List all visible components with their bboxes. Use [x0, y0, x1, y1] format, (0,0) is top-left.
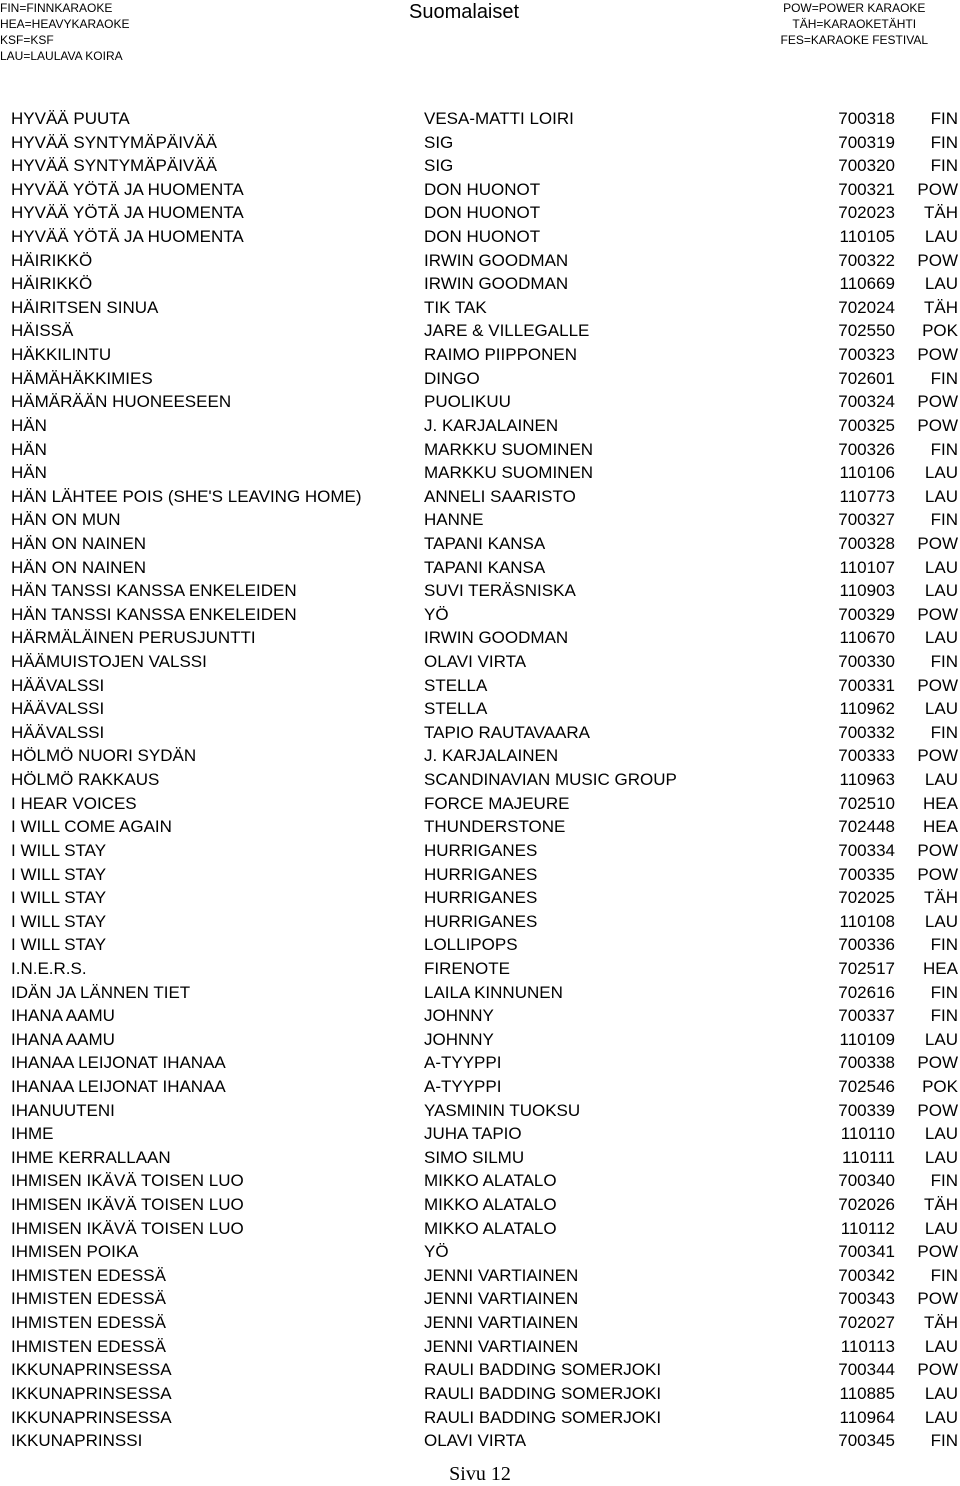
- table-row: [0, 1312, 960, 1336]
- table-row: [0, 934, 960, 958]
- artist-name: YASMININ TUOKSU: [424, 1100, 581, 1120]
- table-row: [0, 250, 960, 274]
- artist-name: MIKKO ALATALO: [424, 1195, 557, 1215]
- artist-name: YÖ: [424, 1242, 449, 1262]
- song-code: 702448: [838, 817, 895, 837]
- brand-code: FIN: [930, 109, 958, 128]
- artist-name: SIG: [424, 156, 454, 176]
- brand-legend-right: [781, 0, 929, 48]
- brand-code: LAU: [924, 1336, 958, 1356]
- song-title: IDÄN JA LÄNNEN TIET: [11, 982, 191, 1002]
- song-title: IKKUNAPRINSESSA: [11, 1383, 172, 1403]
- song-code: 700334: [838, 840, 895, 860]
- song-title: HÄIRIKKÖ: [11, 274, 93, 294]
- artist-name: TIK TAK: [424, 297, 487, 317]
- artist-name: TAPIO RAUTAVAARA: [424, 722, 590, 742]
- table-row: [0, 179, 960, 203]
- song-title: IHMISEN IKÄVÄ TOISEN LUO: [11, 1218, 244, 1238]
- brand-code: LAU: [924, 699, 958, 719]
- song-title: IKKUNAPRINSSI: [11, 1431, 143, 1451]
- song-code: 700329: [838, 604, 895, 624]
- table-row: [0, 1407, 960, 1431]
- brand-code: FIN: [930, 368, 958, 388]
- artist-name: DINGO: [424, 368, 480, 388]
- brand-code: FIN: [930, 510, 958, 530]
- table-row: [0, 816, 960, 840]
- table-row: [0, 1265, 960, 1289]
- artist-name: IRWIN GOODMAN: [424, 250, 569, 270]
- song-code: 700321: [838, 179, 895, 199]
- song-title: HYVÄÄ SYNTYMÄPÄIVÄÄ: [11, 132, 217, 152]
- song-title: I HEAR VOICES: [11, 793, 137, 813]
- table-row: [0, 1241, 960, 1265]
- table-row: [0, 1005, 960, 1029]
- table-row: [0, 1383, 960, 1407]
- song-code: 110111: [842, 1147, 895, 1167]
- table-row: [0, 1147, 960, 1171]
- song-title: IKKUNAPRINSESSA: [11, 1360, 172, 1380]
- song-title: HÄN ON NAINEN: [11, 533, 147, 553]
- brand-code: POW: [917, 179, 958, 199]
- artist-name: SIG: [424, 132, 454, 152]
- brand-code: LAU: [924, 628, 958, 648]
- artist-name: JUHA TAPIO: [424, 1124, 522, 1144]
- artist-name: A-TYYPPI: [424, 1053, 502, 1073]
- artist-name: JENNI VARTIAINEN: [424, 1289, 579, 1309]
- song-title: HYVÄÄ PUUTA: [11, 109, 130, 128]
- table-row: [0, 1076, 960, 1100]
- song-code: 700339: [838, 1100, 895, 1120]
- song-code: 702024: [838, 297, 895, 317]
- song-title: HÄRMÄLÄINEN PERUSJUNTTI: [11, 628, 256, 648]
- artist-name: MARKKU SUOMINEN: [424, 439, 594, 459]
- song-title: I WILL STAY: [11, 935, 107, 955]
- song-code: 702025: [838, 888, 895, 908]
- artist-name: SUVI TERÄSNISKA: [424, 581, 576, 601]
- legend-entry: TÄH=KARAOKETÄHTI: [792, 17, 917, 31]
- song-code: 110885: [839, 1383, 895, 1403]
- song-code: 700333: [838, 746, 895, 766]
- artist-name: RAULI BADDING SOMERJOKI: [424, 1407, 662, 1427]
- song-code: 110669: [839, 274, 895, 294]
- brand-code: POK: [922, 321, 958, 341]
- table-row: [0, 1336, 960, 1360]
- song-title: HÄN ON MUN: [11, 510, 121, 530]
- song-code: 700341: [838, 1242, 895, 1262]
- brand-code: TÄH: [924, 888, 958, 908]
- song-code: 110105: [839, 227, 895, 247]
- artist-name: J. KARJALAINEN: [424, 746, 559, 766]
- legend-entry: FIN=FINNKARAOKE: [0, 1, 113, 15]
- artist-name: OLAVI VIRTA: [424, 1431, 527, 1451]
- table-row: [0, 273, 960, 297]
- song-code: 700335: [838, 864, 895, 884]
- brand-code: LAU: [924, 1383, 958, 1403]
- brand-code: FIN: [930, 982, 958, 1002]
- table-row: [0, 557, 960, 581]
- brand-code: LAU: [924, 1029, 958, 1049]
- brand-code: LAU: [924, 1407, 958, 1427]
- brand-code: FIN: [930, 1171, 958, 1191]
- song-title: I WILL STAY: [11, 864, 107, 884]
- artist-name: YÖ: [424, 604, 449, 624]
- table-row: [0, 1052, 960, 1076]
- table-row: [0, 651, 960, 675]
- song-code: 700322: [838, 250, 895, 270]
- song-title: HÄIRIKKÖ: [11, 250, 93, 270]
- table-row: [0, 698, 960, 722]
- song-title: I WILL STAY: [11, 840, 107, 860]
- table-row: [0, 887, 960, 911]
- table-row: [0, 982, 960, 1006]
- table-row: [0, 439, 960, 463]
- brand-code: LAU: [924, 463, 958, 483]
- song-title: HYVÄÄ SYNTYMÄPÄIVÄÄ: [11, 156, 217, 176]
- brand-code: LAU: [924, 274, 958, 294]
- brand-code: FIN: [930, 722, 958, 742]
- table-row: [0, 486, 960, 510]
- artist-name: TAPANI KANSA: [424, 533, 546, 553]
- song-title: HÄN TANSSI KANSSA ENKELEIDEN: [11, 604, 297, 624]
- song-code: 700318: [838, 109, 895, 128]
- song-title: IHMISTEN EDESSÄ: [11, 1336, 166, 1356]
- brand-code: POW: [917, 1289, 958, 1309]
- brand-code: LAU: [924, 557, 958, 577]
- brand-code: HEA: [923, 817, 958, 837]
- artist-name: DON HUONOT: [424, 203, 541, 223]
- table-row: [0, 911, 960, 935]
- table-row: [0, 1123, 960, 1147]
- brand-code: HEA: [923, 793, 958, 813]
- legend-entry: POW=POWER KARAOKE: [783, 1, 926, 15]
- table-row: [0, 722, 960, 746]
- artist-name: STELLA: [424, 675, 488, 695]
- legend-entry: HEA=HEAVYKARAOKE: [0, 17, 130, 31]
- song-title: IHMISTEN EDESSÄ: [11, 1313, 166, 1333]
- table-row: [0, 840, 960, 864]
- song-title: HÄN LÄHTEE POIS (SHE'S LEAVING HOME): [11, 486, 362, 506]
- artist-name: LAILA KINNUNEN: [424, 982, 563, 1002]
- song-code: 700326: [838, 439, 895, 459]
- page-number: Sivu 12: [449, 1463, 511, 1485]
- brand-code: FIN: [930, 935, 958, 955]
- artist-name: JARE & VILLEGALLE: [424, 321, 590, 341]
- song-title: HYVÄÄ YÖTÄ JA HUOMENTA: [11, 203, 244, 223]
- song-code: 110112: [840, 1218, 895, 1238]
- song-title: I WILL COME AGAIN: [11, 817, 172, 837]
- table-row: [0, 462, 960, 486]
- table-row: [0, 793, 960, 817]
- artist-name: HURRIGANES: [424, 864, 538, 884]
- song-code: 700338: [838, 1053, 895, 1073]
- artist-name: FORCE MAJEURE: [424, 793, 570, 813]
- legend-entry: KSF=KSF: [0, 33, 54, 47]
- table-row: [0, 627, 960, 651]
- song-title: I WILL STAY: [11, 888, 107, 908]
- song-code: 700345: [838, 1431, 895, 1451]
- table-row: [0, 391, 960, 415]
- table-row: [0, 580, 960, 604]
- brand-code: POW: [917, 1053, 958, 1073]
- brand-code: TÄH: [924, 1195, 958, 1215]
- legend-entry: LAU=LAULAVA KOIRA: [0, 49, 123, 63]
- brand-code: POW: [917, 604, 958, 624]
- brand-code: POW: [917, 250, 958, 270]
- table-row: [0, 1100, 960, 1124]
- brand-code: LAU: [924, 581, 958, 601]
- artist-name: LOLLIPOPS: [424, 935, 518, 955]
- table-row: [0, 415, 960, 439]
- legend-entry: FES=KARAOKE FESTIVAL: [780, 33, 928, 47]
- table-row: [0, 1029, 960, 1053]
- brand-code: FIN: [930, 652, 958, 672]
- song-code: 700336: [838, 935, 895, 955]
- table-row: [0, 509, 960, 533]
- song-title: HÄN ON NAINEN: [11, 557, 147, 577]
- song-code: 110109: [839, 1029, 895, 1049]
- song-code: 702550: [838, 321, 895, 341]
- artist-name: MARKKU SUOMINEN: [424, 463, 594, 483]
- artist-name: RAIMO PIIPPONEN: [424, 345, 578, 365]
- song-title: HÄIRITSEN SINUA: [11, 297, 159, 317]
- artist-name: JOHNNY: [424, 1006, 494, 1026]
- song-code: 700340: [838, 1171, 895, 1191]
- table-row: [0, 320, 960, 344]
- song-title: IHME: [11, 1124, 54, 1144]
- brand-code: POW: [917, 675, 958, 695]
- brand-code: POW: [917, 1360, 958, 1380]
- song-title: I WILL STAY: [11, 911, 107, 931]
- song-code: 700323: [838, 345, 895, 365]
- song-title: HÄÄVALSSI: [11, 722, 105, 742]
- brand-code: POK: [922, 1076, 958, 1096]
- song-code: 700331: [838, 675, 895, 695]
- song-code: 702026: [838, 1195, 895, 1215]
- brand-code: POW: [917, 864, 958, 884]
- table-row: [0, 155, 960, 179]
- song-code: 110670: [839, 628, 895, 648]
- artist-name: RAULI BADDING SOMERJOKI: [424, 1383, 662, 1403]
- song-title: HÄÄVALSSI: [11, 675, 105, 695]
- table-row: [0, 864, 960, 888]
- song-title: HÄÄMUISTOJEN VALSSI: [11, 652, 207, 672]
- brand-code: POW: [917, 746, 958, 766]
- song-code: 702546: [838, 1076, 895, 1096]
- song-code: 700328: [838, 533, 895, 553]
- brand-legend-left: [0, 0, 130, 64]
- artist-name: HURRIGANES: [424, 888, 538, 908]
- song-title: IHMISTEN EDESSÄ: [11, 1289, 166, 1309]
- table-row: [0, 1170, 960, 1194]
- song-code: 110108: [839, 911, 895, 931]
- song-title: IHANAA LEIJONAT IHANAA: [11, 1053, 226, 1073]
- song-code: 702027: [838, 1313, 895, 1333]
- brand-code: TÄH: [924, 203, 958, 223]
- song-code: 110964: [839, 1407, 895, 1427]
- page-header: [0, 0, 960, 62]
- table-row: [0, 108, 960, 132]
- song-title: HYVÄÄ YÖTÄ JA HUOMENTA: [11, 227, 244, 247]
- song-code: 110106: [839, 463, 895, 483]
- song-code: 700327: [838, 510, 895, 530]
- song-code: 700319: [838, 132, 895, 152]
- table-row: [0, 1359, 960, 1383]
- table-row: [0, 769, 960, 793]
- table-row: [0, 958, 960, 982]
- song-code: 700325: [838, 415, 895, 435]
- brand-code: LAU: [924, 486, 958, 506]
- artist-name: FIRENOTE: [424, 958, 510, 978]
- brand-code: POW: [917, 392, 958, 412]
- artist-name: JOHNNY: [424, 1029, 494, 1049]
- table-row: [0, 226, 960, 250]
- artist-name: A-TYYPPI: [424, 1076, 502, 1096]
- artist-name: SCANDINAVIAN MUSIC GROUP: [424, 770, 677, 790]
- table-row: [0, 368, 960, 392]
- artist-name: J. KARJALAINEN: [424, 415, 559, 435]
- brand-code: FIN: [930, 1431, 958, 1451]
- song-code: 110110: [840, 1124, 895, 1144]
- brand-code: POW: [917, 840, 958, 860]
- song-code: 700337: [838, 1006, 895, 1026]
- song-title: IHANA AAMU: [11, 1029, 115, 1049]
- brand-code: LAU: [924, 1124, 958, 1144]
- table-row: [0, 745, 960, 769]
- artist-name: OLAVI VIRTA: [424, 652, 527, 672]
- song-code: 702601: [838, 368, 895, 388]
- brand-code: FIN: [930, 156, 958, 176]
- song-title: IKKUNAPRINSESSA: [11, 1407, 172, 1427]
- song-code: 700343: [838, 1289, 895, 1309]
- artist-name: RAULI BADDING SOMERJOKI: [424, 1360, 662, 1380]
- table-row: [0, 604, 960, 628]
- song-title: HÄN TANSSI KANSSA ENKELEIDEN: [11, 581, 297, 601]
- brand-code: POW: [917, 1242, 958, 1262]
- table-row: [0, 533, 960, 557]
- song-title: HÄN: [11, 439, 47, 459]
- artist-name: IRWIN GOODMAN: [424, 274, 569, 294]
- brand-code: FIN: [930, 132, 958, 152]
- brand-code: POW: [917, 533, 958, 553]
- brand-code: FIN: [930, 439, 958, 459]
- song-title: HÖLMÖ NUORI SYDÄN: [11, 746, 197, 766]
- song-list: [0, 108, 960, 1454]
- song-code: 702023: [838, 203, 895, 223]
- artist-name: HURRIGANES: [424, 911, 538, 931]
- song-code: 110107: [839, 557, 895, 577]
- song-code: 702517: [838, 958, 895, 978]
- song-title: HÄMÄHÄKKIMIES: [11, 368, 153, 388]
- table-row: [0, 1218, 960, 1242]
- table-row: [0, 344, 960, 368]
- artist-name: HURRIGANES: [424, 840, 538, 860]
- brand-code: LAU: [924, 1147, 958, 1167]
- brand-code: LAU: [924, 911, 958, 931]
- song-code: 700342: [838, 1265, 895, 1285]
- brand-code: FIN: [930, 1006, 958, 1026]
- artist-name: JENNI VARTIAINEN: [424, 1313, 579, 1333]
- artist-name: JENNI VARTIAINEN: [424, 1265, 579, 1285]
- song-code: 702616: [838, 982, 895, 1002]
- song-title: IHMISEN POIKA: [11, 1242, 139, 1262]
- song-code: 110113: [840, 1336, 895, 1356]
- artist-name: JENNI VARTIAINEN: [424, 1336, 579, 1356]
- table-row: [0, 1288, 960, 1312]
- artist-name: VESA-MATTI LOIRI: [424, 109, 574, 128]
- artist-name: MIKKO ALATALO: [424, 1218, 557, 1238]
- song-code: 110773: [839, 486, 895, 506]
- song-title: HÄN: [11, 415, 47, 435]
- song-code: 700344: [838, 1360, 895, 1380]
- song-title: HYVÄÄ YÖTÄ JA HUOMENTA: [11, 179, 244, 199]
- artist-name: THUNDERSTONE: [424, 817, 566, 837]
- song-title: IHMISTEN EDESSÄ: [11, 1265, 166, 1285]
- song-code: 702510: [838, 793, 895, 813]
- song-code: 110963: [839, 770, 895, 790]
- song-title: IHMISEN IKÄVÄ TOISEN LUO: [11, 1195, 244, 1215]
- artist-name: ANNELI SAARISTO: [424, 486, 576, 506]
- brand-code: POW: [917, 415, 958, 435]
- table-row: [0, 1194, 960, 1218]
- brand-code: LAU: [924, 770, 958, 790]
- artist-name: STELLA: [424, 699, 488, 719]
- table-row: [0, 132, 960, 156]
- artist-name: HANNE: [424, 510, 484, 530]
- song-title: IHANAA LEIJONAT IHANAA: [11, 1076, 226, 1096]
- song-code: 110903: [839, 581, 895, 601]
- brand-code: POW: [917, 345, 958, 365]
- page-title: Suomalaiset: [409, 1, 520, 23]
- brand-code: TÄH: [924, 1313, 958, 1333]
- song-title: HÄISSÄ: [11, 321, 74, 341]
- artist-name: DON HUONOT: [424, 227, 541, 247]
- brand-code: HEA: [923, 958, 958, 978]
- song-title: HÄÄVALSSI: [11, 699, 105, 719]
- artist-name: TAPANI KANSA: [424, 557, 546, 577]
- song-title: IHME KERRALLAAN: [11, 1147, 171, 1167]
- table-row: [0, 675, 960, 699]
- song-title: IHANA AAMU: [11, 1006, 115, 1026]
- song-code: 700332: [838, 722, 895, 742]
- artist-name: PUOLIKUU: [424, 392, 511, 412]
- song-title: HÖLMÖ RAKKAUS: [11, 770, 160, 790]
- song-title: HÄMÄRÄÄN HUONEESEEN: [11, 392, 232, 412]
- brand-code: LAU: [924, 1218, 958, 1238]
- song-code: 700324: [838, 392, 895, 412]
- table-row: [0, 202, 960, 226]
- brand-code: TÄH: [924, 297, 958, 317]
- table-row: [0, 297, 960, 321]
- song-code: 110962: [839, 699, 895, 719]
- song-code: 700320: [838, 156, 895, 176]
- song-title: HÄN: [11, 463, 47, 483]
- brand-code: POW: [917, 1100, 958, 1120]
- artist-name: SIMO SILMU: [424, 1147, 525, 1167]
- artist-name: DON HUONOT: [424, 179, 541, 199]
- song-code: 700330: [838, 652, 895, 672]
- brand-code: LAU: [924, 227, 958, 247]
- brand-code: FIN: [930, 1265, 958, 1285]
- song-title: IHMISEN IKÄVÄ TOISEN LUO: [11, 1171, 244, 1191]
- song-title: IHANUUTENI: [11, 1100, 115, 1120]
- artist-name: MIKKO ALATALO: [424, 1171, 557, 1191]
- song-title: HÄKKILINTU: [11, 345, 112, 365]
- artist-name: IRWIN GOODMAN: [424, 628, 569, 648]
- song-title: I.N.E.R.S.: [11, 958, 87, 978]
- table-row: [0, 1430, 960, 1454]
